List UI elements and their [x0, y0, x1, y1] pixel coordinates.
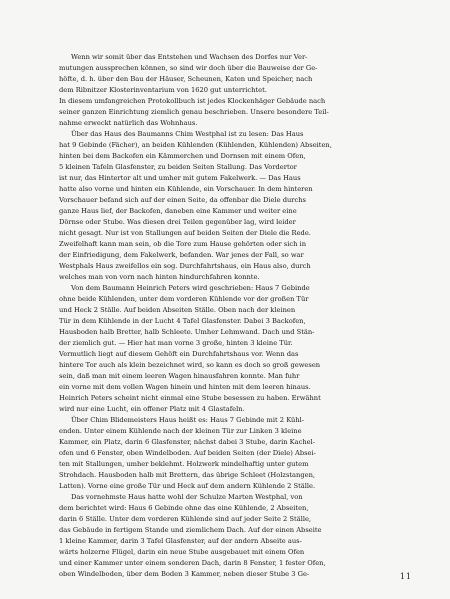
paragraph — [59, 492, 415, 580]
text-line: welches man von vorn nach hinten hindurchfahren konnte. — [59, 273, 260, 281]
text-line: ist nur, das Hintertor alt und umher mit gutem Fakelwerk. — Das Haus — [59, 174, 301, 182]
text-line: wird nur eine Lucht, ein offener Platz mit 4 Glastafeln. — [59, 405, 245, 413]
text-line: ofen und 6 Fenster, oben Windelboden. Auf beiden Seiten (der Diele) Absei- — [59, 449, 316, 457]
text-line: 1 kleine Kammer, darin 3 Tafel Glasfenster, auf der andern Abseite aus- — [59, 537, 302, 545]
text-line: das Gebäude in fertigem Stande und ziemlichem Dach. Auf der einen Abseite — [59, 526, 322, 534]
text-line: Das vornehmste Haus hatte wohl der Schulze Marten Westphal, von — [71, 493, 303, 501]
body-text — [59, 52, 415, 580]
text-line: Strohdach. Hausboden halb mit Brettern, das übrige Schleet (Holzstangen, — [59, 471, 316, 479]
text-line: ganze Haus lief, der Backofen, daneben eine Kammer und weiter eine — [59, 207, 297, 215]
text-line: dem berichtet wird: Haus 6 Gebinde ohne das eine Kühlende, 2 Abseiten, — [59, 504, 309, 512]
text-line: und Heck 2 Ställe. Auf beiden Abseiten Ställe. Oben nach der kleinen — [59, 306, 296, 314]
text-line: der Einfriedigung, dem Fakelwerk, befanden. War jenes der Fall, so war — [59, 251, 304, 259]
text-line: und einer Kammer unter einem sonderen Dach, darin 8 Fenster, 1 fester Ofen, — [59, 559, 326, 567]
text-line: Zweifelhaft kann man sein, ob die Tore zum Hause gehörten oder sich in — [59, 240, 306, 248]
text-line: Heinrich Peters scheint nicht einmal eine Stube besessen zu haben. Erwähnt — [59, 394, 321, 402]
text-line: Von dem Baumann Heinrich Peters wird geschrieben: Haus 7 Gebinde — [71, 284, 310, 292]
text-line: mutungen aussprechen können, so sind wir doch über die Bauweise der Ge- — [59, 64, 318, 72]
text-line: enden. Unter einem Kühlende nach der kleinen Tür zur Linken 3 kleine — [59, 427, 302, 435]
text-line: ein vorne mit dem vollen Wagen hinein und hinten mit dem leeren hinaus. — [59, 383, 311, 391]
text-line: ohne beide Kühlenden, unter dem vorderen Kühlende vor der großen Tür — [59, 295, 309, 303]
text-line: oben Windelboden, über dem Boden 3 Kammer, neben dieser Stube 3 Ge- — [59, 570, 310, 578]
text-line: Latten). Vorne eine große Tür und Heck auf dem andern Kühlende 2 Ställe. — [59, 482, 316, 490]
text-line: Vermutlich liegt auf diesem Gehöft ein Durchfahrtshaus vor. Wenn das — [59, 350, 299, 358]
text-line: sein, daß man mit einem leeren Wagen hinausfahren konnte. Man fuhr — [59, 372, 300, 380]
text-line: hat 9 Gebinde (Fächer), an beiden Kühlenden (Kühlenden, Kühlenden) Abseiten, — [59, 141, 332, 149]
paragraph — [59, 415, 415, 492]
text-line: 5 kleinen Tafeln Glasfenster, zu beiden Seiten Stallung. Das Vordertor — [59, 163, 297, 171]
paragraph — [59, 129, 415, 283]
text-line: Dörnse oder Stube. Was diesen drei Teilen gegenüber lag, wird leider — [59, 218, 296, 226]
text-line: hatte also vorne und hinten ein Kühlende, ein Vorschauer. In dem hinteren — [59, 185, 313, 193]
text-line: nahme erweckt natürlich das Wohnhaus. — [59, 119, 198, 127]
text-line: Wenn wir somit über das Entstehen und Wachsen des Dorfes nur Ver- — [71, 53, 308, 61]
text-line: ten mit Stallungen, umher beklehmt. Holzwerk mindelhaftig unter gutem — [59, 460, 309, 468]
page-number: 11 — [399, 572, 412, 581]
paragraph — [59, 283, 415, 415]
text-line: höfte, d. h. über den Bau der Häuser, Scheunen, Katen und Speicher, nach — [59, 75, 313, 83]
text-line: Hausboden halb Bretter, halb Schleete. Umher Lehmwand. Dach und Stän- — [59, 328, 315, 336]
text-line: hinten bei dem Backofen ein Kämmerchen und Dornsen mit einem Ofen, — [59, 152, 306, 160]
text-line: Über das Haus des Baumanns Chim Westphal ist zu lesen: Das Haus — [71, 130, 304, 138]
text-line: seiner ganzen Einrichtung ziemlich genau beschrieben. Unsere besondere Teil- — [59, 108, 329, 116]
text-line: hintere Tor auch als klein bezeichnet wird, so kann es doch so groß gewesen — [59, 361, 321, 369]
text-line: In diesem umfangreichen Protokollbuch ist jedes Klockenhäger Gebäude nach — [59, 97, 326, 105]
text-line: Vorschauer befand sich auf der einen Seite, da offenbar die Diele durchs — [59, 196, 306, 204]
text-line: Über Chim Blidemeisters Haus heißt es: Haus 7 Gebinde mit 2 Kühl- — [71, 416, 305, 424]
text-line: dem Ribnitzer Klosterinventarium von 1620 gut unterrichtet. — [59, 86, 267, 94]
text-line: Westphals Haus zweifellos ein sog. Durchfahrtshaus, ein Haus also, durch — [59, 262, 311, 270]
text-line: darin 6 Ställe. Unter dem vorderen Kühlende sind auf jeder Seite 2 Ställe, — [59, 515, 312, 523]
text-line: wärts holzerne Flügel, darin ein neue Stube ausgebauet mit einem Ofen — [59, 548, 305, 556]
text-line: nicht gesagt. Nur ist von Stallungen auf beiden Seiten der Diele die Rede. — [59, 229, 311, 237]
text-line: Kammer, ein Platz, darin 6 Glasfenster, nächst dabei 3 Stube, darin Kachel- — [59, 438, 316, 446]
paragraph — [59, 52, 415, 129]
text-line: Tür in dem Kühlende in der Lucht 4 Tafel Glasfenster. Dabei 3 Backofen, — [59, 317, 306, 325]
text-line: der ziemlich gut. — Hier hat man vorne 3 große, hinten 3 kleine Tür. — [59, 339, 293, 347]
